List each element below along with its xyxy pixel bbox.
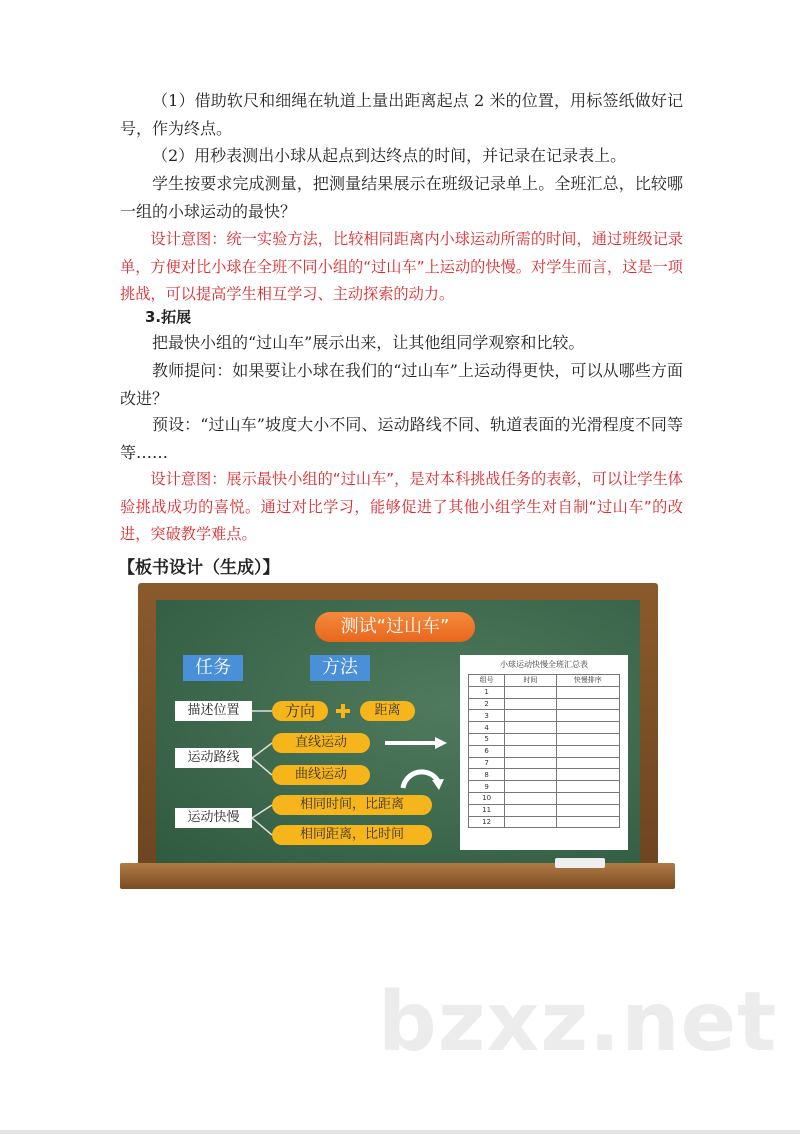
method-same-distance: 相同距离，比时间	[272, 825, 432, 845]
design-intent-2: 设计意图：展示最快小组的“过山车”，是对本科挑战任务的表彰，可以让学生体验挑战成功的喜悦。通过对比学习，能够促进了其他小组学生对自制“过山车”的改进，突破教学难点。	[120, 470, 683, 543]
task-describe-position: 描述位置	[175, 701, 252, 721]
task-motion-speed: 运动快慢	[175, 808, 252, 828]
time-cell	[505, 804, 556, 816]
table-row	[469, 757, 620, 769]
label-task: 任务	[183, 655, 243, 681]
rank-cell	[556, 769, 619, 781]
summary-table	[468, 674, 620, 828]
table-row	[469, 781, 620, 793]
paragraph-question: 教师提问：如果要让小球在我们的“过山车”上运动得更快，可以从哪些方面改进？	[120, 361, 683, 408]
rank-cell	[556, 792, 619, 804]
time-cell	[505, 781, 556, 793]
table-row	[469, 722, 620, 734]
time-cell	[505, 769, 556, 781]
group-number: 10	[469, 792, 505, 804]
th-group: 组号	[469, 675, 505, 687]
group-number: 8	[469, 769, 505, 781]
group-number: 2	[469, 698, 505, 710]
table-row	[469, 745, 620, 757]
table-row	[469, 733, 620, 745]
time-cell	[505, 722, 556, 734]
board-title: 测试“过山车”	[315, 612, 475, 642]
rank-cell	[556, 745, 619, 757]
rank-cell	[556, 710, 619, 722]
table-row	[469, 804, 620, 816]
time-cell	[505, 733, 556, 745]
rank-cell	[556, 686, 619, 698]
group-number: 5	[469, 733, 505, 745]
summary-table-title: 小球运动快慢全班汇总表	[500, 660, 588, 669]
th-rank: 快慢排序	[556, 675, 619, 687]
method-distance: 距离	[360, 701, 415, 721]
watermark: bzxz.net	[378, 975, 778, 1070]
group-number: 1	[469, 686, 505, 698]
group-number: 7	[469, 757, 505, 769]
group-number: 9	[469, 781, 505, 793]
time-cell	[505, 710, 556, 722]
time-cell	[505, 698, 556, 710]
group-number: 3	[469, 710, 505, 722]
group-number: 11	[469, 804, 505, 816]
page-edge	[0, 1130, 800, 1134]
straight-arrow-icon	[385, 737, 447, 749]
rank-cell	[556, 804, 619, 816]
paragraph-step1: （1）借助软尺和细绳在轨道上量出距离起点 2 米的位置，用标签纸做好记号，作为终点。	[120, 91, 683, 138]
board-heading: 【板书设计（生成）】	[118, 558, 280, 578]
curved-arrow-icon	[403, 772, 444, 790]
group-number: 4	[469, 722, 505, 734]
paragraph-show: 把最快小组的“过山车”展示出来，让其他组同学观察和比较。	[152, 333, 585, 352]
method-direction: 方向	[272, 701, 328, 721]
paragraph-preset: 预设：“过山车”坡度大小不同、运动路线不同、轨道表面的光滑程度不同等等……	[120, 415, 683, 462]
method-same-time: 相同时间，比距离	[272, 795, 432, 815]
paragraph-step2: （2）用秒表测出小球从起点到达终点的时间，并记录在记录表上。	[152, 146, 627, 165]
time-cell	[505, 686, 556, 698]
summary-table-card	[460, 655, 628, 850]
rank-cell	[556, 733, 619, 745]
method-curve: 曲线运动	[272, 765, 370, 785]
time-cell	[505, 816, 556, 828]
time-cell	[505, 745, 556, 757]
group-number: 12	[469, 816, 505, 828]
design-intent-1: 设计意图：统一实验方法，比较相同距离内小球运动所需的时间，通过班级记录单，方便对比小球在全班不同小组的“过山车”上运动的快慢。对学生而言，这是一项挑战，可以提高学生相互学习、主动探索的动力。	[120, 230, 683, 303]
rank-cell	[556, 757, 619, 769]
rank-cell	[556, 781, 619, 793]
rank-cell	[556, 698, 619, 710]
th-time: 时间	[505, 675, 556, 687]
chalkboard	[120, 583, 675, 891]
table-row	[469, 710, 620, 722]
table-row	[469, 792, 620, 804]
group-number: 6	[469, 745, 505, 757]
plus-icon	[336, 704, 350, 718]
rank-cell	[556, 722, 619, 734]
time-cell	[505, 792, 556, 804]
table-row	[469, 816, 620, 828]
method-straight: 直线运动	[272, 733, 370, 753]
table-row	[469, 769, 620, 781]
time-cell	[505, 757, 556, 769]
paragraph-summary: 学生按要求完成测量，把测量结果展示在班级记录单上。全班汇总，比较哪一组的小球运动的最快？	[120, 174, 683, 221]
table-row	[469, 698, 620, 710]
task-motion-path: 运动路线	[175, 748, 252, 768]
rank-cell	[556, 816, 619, 828]
label-method: 方法	[310, 655, 370, 681]
table-row	[469, 686, 620, 698]
section-heading: 3.拓展	[145, 308, 192, 326]
